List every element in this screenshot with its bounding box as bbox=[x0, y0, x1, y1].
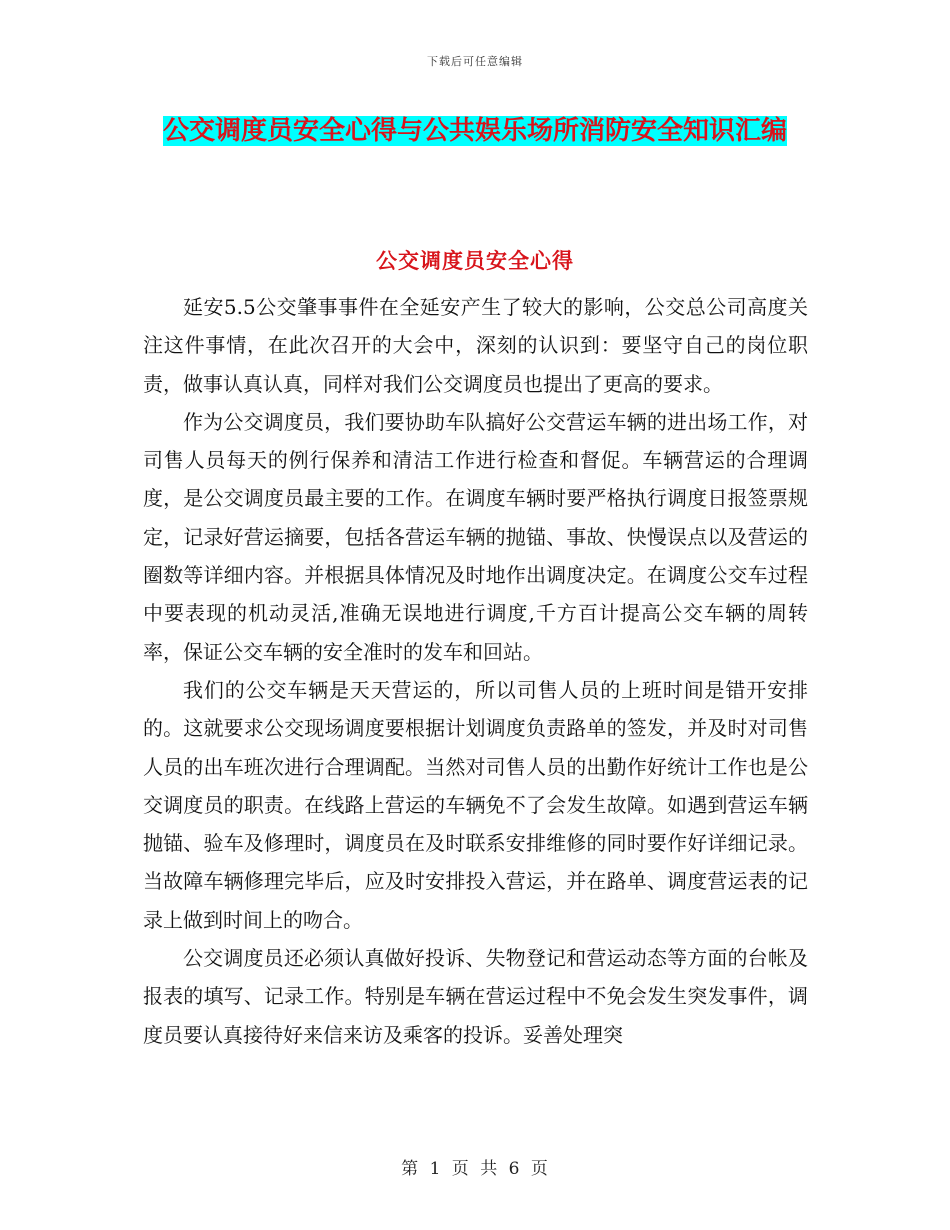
header-note: 下载后可任意编辑 bbox=[427, 55, 523, 68]
document-title-text: 公交调度员安全心得与公共娱乐场所消防安全知识汇编 bbox=[162, 116, 787, 146]
paragraph: 公交调度员还必须认真做好投诉、失物登记和营运动态等方面的台帐及报表的填写、记录工作。特别是车辆在营运过程中不免会发生突发事件，调度员要认真接待好来信来访及乘客的投诉。妥善处理突 bbox=[143, 946, 808, 1047]
page-footer: 第 1 页 共 6 页 bbox=[401, 1159, 549, 1179]
body-text bbox=[143, 288, 808, 1054]
paragraph: 我们的公交车辆是天天营运的，所以司售人员的上班时间是错开安排的。这就要求公交现场调度要根据计划调度负责路单的签发，并及时对司售人员的出车班次进行合理调配。当然对司售人员的出勤作好统计工作也是公交调度员的职责。在线路上营运的车辆免不了会发生故障。如遇到营运车辆抛锚、验车及修理时，调度员在及时联系安排维修的同时要作好详细记录。当故障车辆修理完毕后，应及时安排投入营运，并在路单、调度营运表的记录上做到时间上的吻合。 bbox=[143, 677, 808, 932]
document-title bbox=[145, 110, 805, 153]
paragraph: 作为公交调度员，我们要协助车队搞好公交营运车辆的进出场工作，对司售人员每天的例行保养和清洁工作进行检查和督促。车辆营运的合理调度，是公交调度员最主要的工作。在调度车辆时要严格执行调度日报签票规定，记录好营运摘要，包括各营运车辆的抛锚、事故、快慢误点以及营运的圈数等详细内容。并根据具体情况及时地作出调度决定。在调度公交车过程中要表现的机动灵活,准确无误地进行调度,千方百计提高公交车辆的周转率，保证公交车辆的安全准时的发车和回站。 bbox=[143, 409, 808, 664]
paragraph: 延安5.5公交肇事事件在全延安产生了较大的影响，公交总公司高度关注这件事情，在此次召开的大会中，深刻的认识到：要坚守自己的岗位职责，做事认真认真，同样对我们公交调度员也提出了更高的要求。 bbox=[143, 295, 808, 396]
section-title: 公交调度员安全心得 bbox=[376, 249, 574, 273]
